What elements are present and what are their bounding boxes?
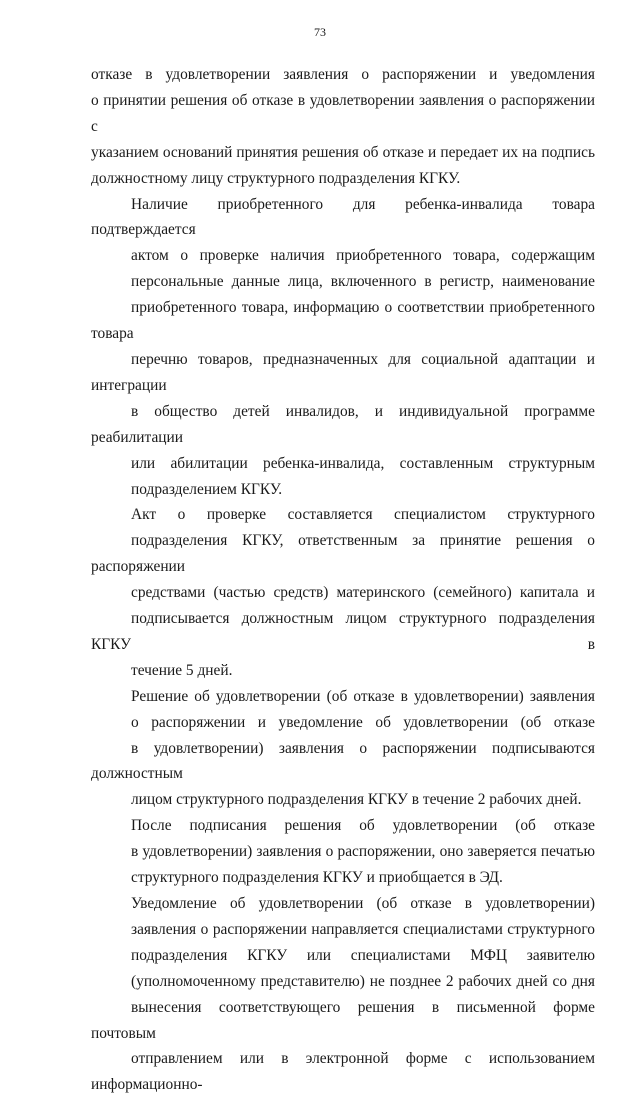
text-line: в удовлетворении) заявления о распоряжении, оно заверяется печатью [131,843,595,861]
text-line: актом о проверке наличия приобретенного товара, содержащим [131,247,595,265]
text-line: подразделением КГКУ. [131,480,283,498]
paragraph [91,502,595,683]
text-line: в удовлетворении) заявления о распоряжении подписываются должностным [91,739,595,783]
text-line: отправлением или в электронной форме с использованием информационно- [91,1050,595,1094]
text-line: средствами (частью средств) материнского (семейного) капитала и [131,584,595,602]
text-line: заявления о распоряжении направляется специалистами структурного [131,920,595,938]
text-line: о распоряжении и уведомление об удовлетворении (об отказе [131,713,595,731]
paragraph [91,891,595,1098]
text-line: После подписания решения об удовлетворении (об отказе [131,817,595,835]
text-line: структурного подразделения КГКУ и приобщается в ЭД. [131,869,503,887]
page-number: 73 [314,25,326,39]
text-line: о принятии решения об отказе в удовлетворении заявления о распоряжении с [91,91,595,135]
paragraph [91,192,595,503]
paragraph [91,813,595,891]
text-line: подразделения КГКУ или специалистами МФЦ заявителю [131,946,595,964]
text-line: вынесения соответствующего решения в письменной форме почтовым [91,998,595,1042]
text-line: персональные данные лица, включенного в регистр, наименование [131,273,595,291]
text-line: отказе в удовлетворении заявления о распоряжении и уведомления [91,66,595,83]
text-line: (уполномоченному представителю) не позднее 2 рабочих дней со дня [131,972,595,990]
text-line: указанием оснований принятия решения об отказе и передает их на подпись [91,143,595,161]
text-line: Наличие приобретенного для ребенка-инвалида товара подтверждается [91,195,595,239]
text-line: лицом структурного подразделения КГКУ в течение 2 рабочих дней. [131,791,582,809]
text-line: должностному лицу структурного подразделения КГКУ. [91,169,461,187]
document-body [91,62,595,1098]
text-line: Акт о проверке составляется специалистом структурного [131,506,595,524]
text-line: Решение об удовлетворении (об отказе в удовлетворении) заявления [131,687,595,705]
text-line: в общество детей инвалидов, и индивидуальной программе реабилитации [91,402,595,446]
text-line: подписывается должностным лицом структурного подразделения КГКУ в [91,610,595,653]
text-line: приобретенного товара, информацию о соответствии приобретенного товара [91,299,595,343]
text-line: перечню товаров, предназначенных для социальной адаптации и интеграции [91,350,595,394]
paragraph [91,62,595,192]
text-line: Уведомление об удовлетворении (об отказе в удовлетворении) [131,895,595,912]
text-line: течение 5 дней. [131,661,233,679]
text-line: или абилитации ребенка-инвалида, составленным структурным [131,454,595,472]
text-line: подразделения КГКУ, ответственным за принятие решения о распоряжении [91,532,595,576]
paragraph [91,684,595,814]
